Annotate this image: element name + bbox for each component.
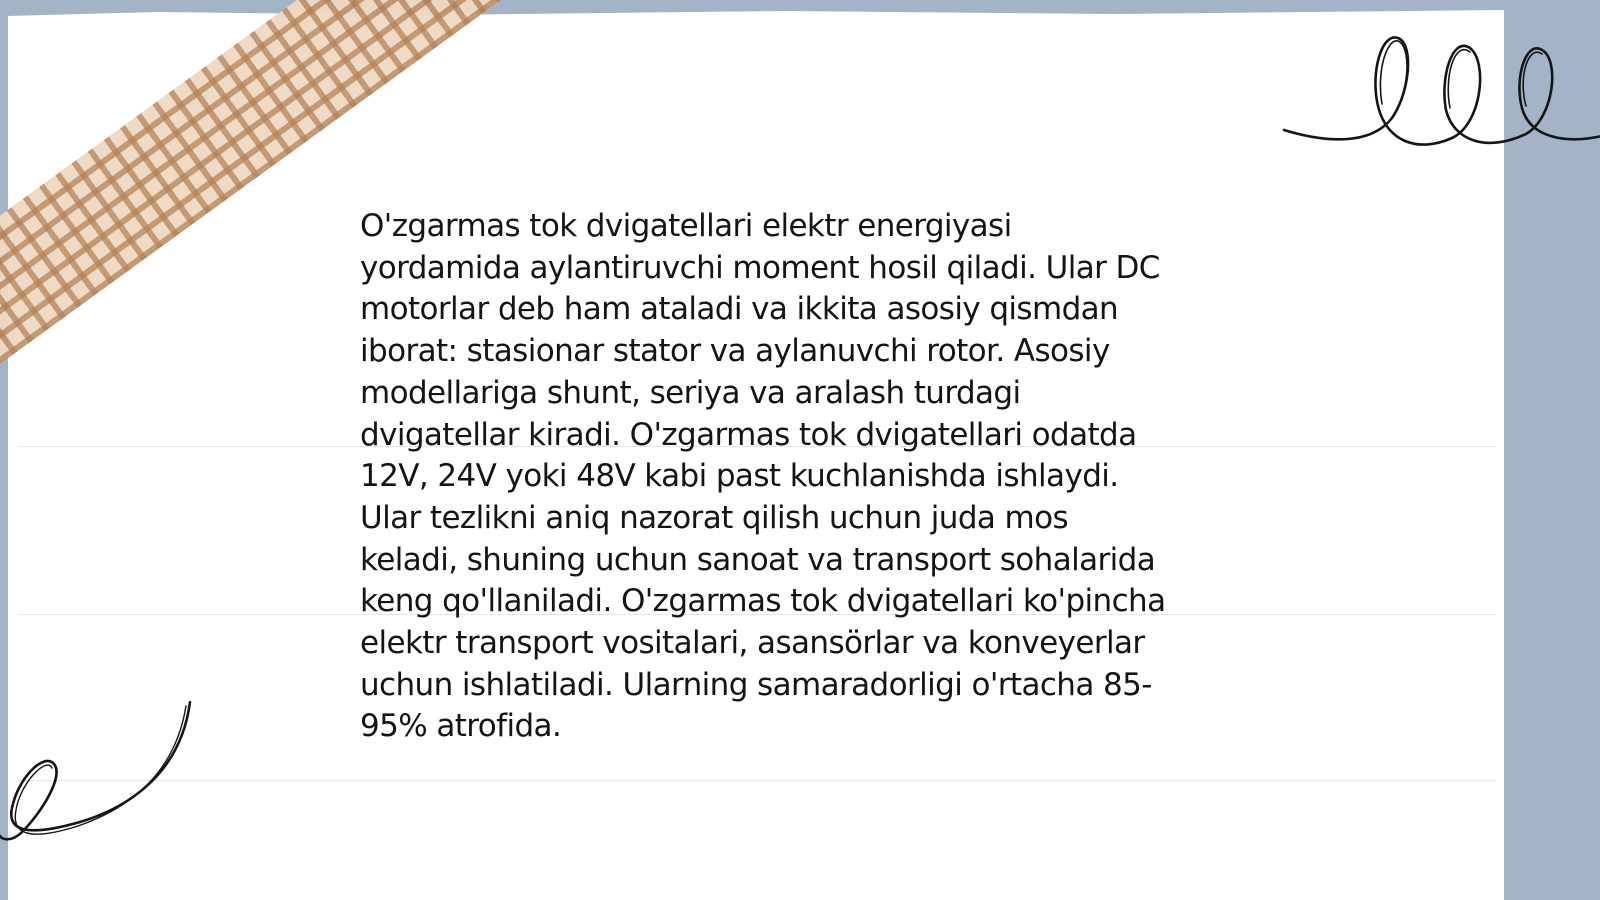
ruled-line	[18, 780, 1496, 781]
swirl-scribble-icon	[0, 690, 200, 850]
loop-scribble-icon	[1290, 34, 1600, 164]
body-paragraph: O'zgarmas tok dvigatellari elektr energiyasi yordamida aylantiruvchi moment hosil qiladi. Ular DC motorlar deb ham ataladi va ikkita asosiy qismdan iborat: stasionar stator va aylanuvchi rotor. Asosiy modellariga shunt, seriya va aralash turdagi dvigatellar kiradi. O'zgarmas tok dvigatellari odatda 12V, 24V yoki 48V kabi past kuchlanishda ishlaydi. Ular tezlikni aniq nazorat qilish uchun juda mos keladi, shuning uchun sanoat va transport sohalarida keng qo'llaniladi. O'zgarmas tok dvigatellari ko'pincha elektr transport vositalari, asansörlar va konveyerlar uchun ishlatiladi. Ularning samaradorligi o'rtacha 85- 95% atrofida.	[360, 208, 1166, 745]
